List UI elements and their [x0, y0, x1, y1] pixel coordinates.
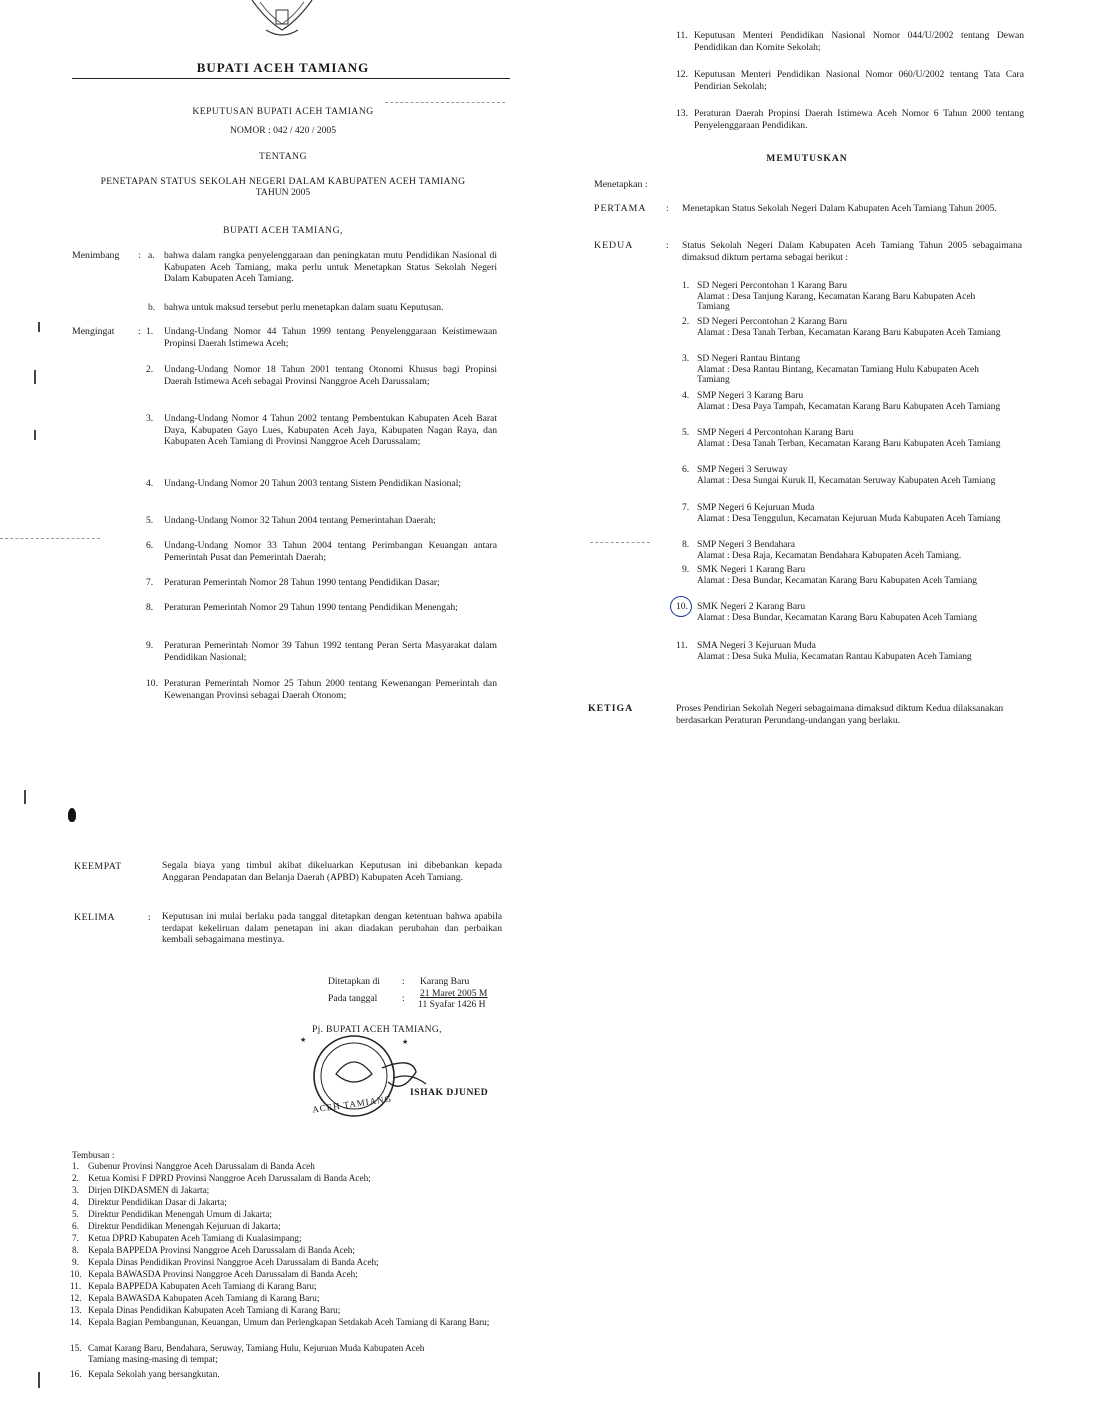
- mengingat-item: Peraturan Pemerintah Nomor 25 Tahun 2000 tentang Kewenangan Pemerintah dan Kewenangan Provinsi sebagai Daerah Otonom;: [164, 678, 497, 701]
- pertama-label: PERTAMA: [594, 203, 647, 214]
- tembusan-item: Direktur Pendidikan Menengah Kejuruan di Jakarta;: [88, 1221, 281, 1231]
- kelima-label: KELIMA: [74, 912, 116, 923]
- scan-mark: [34, 370, 36, 384]
- menimbang-item-a: bahwa dalam rangka penyelenggaraan dan peningkatan mutu Pendidikan Nasional di Kabupaten Aceh Tamiang, maka perlu untuk Menetapkan Status Sekolah Negeri Dalam Kabupaten Aceh Tamiang.: [164, 250, 497, 285]
- mengingat-num: 13.: [676, 108, 688, 119]
- mengingat-num: 10.: [146, 678, 158, 689]
- school-num: 2.: [682, 316, 690, 327]
- kedua-label: KEDUA: [594, 240, 634, 251]
- school-address: Alamat : Desa Raja, Kecamatan Bendahara Kabupaten Aceh Tamiang.: [697, 551, 962, 561]
- school-address: Alamat : Desa Sungai Kuruk II, Kecamatan Seruway Kabupaten Aceh Tamiang: [697, 476, 996, 486]
- mengingat-num: 9.: [146, 640, 154, 651]
- menetapkan-label: Menetapkan :: [594, 179, 648, 190]
- menimbang-item-b: bahwa untuk maksud tersebut perlu menetapkan dalam suatu Keputusan.: [164, 302, 444, 313]
- tembusan-num: 12.: [70, 1293, 82, 1303]
- tembusan-num: 8.: [72, 1245, 79, 1255]
- school-name: SMP Negeri 3 Seruway: [697, 464, 788, 475]
- tembusan-num: 2.: [72, 1173, 79, 1183]
- noise-dash: [590, 542, 650, 543]
- ditetapkan-label: Ditetapkan di: [328, 976, 380, 987]
- menimbang-colon: :: [138, 250, 141, 261]
- menimbang-num-b: b.: [148, 302, 156, 313]
- school-num: 7.: [682, 502, 690, 513]
- kelima-colon: :: [148, 912, 151, 923]
- tembusan-item: Kepala Bagian Pembangunan, Keuangan, Umum dan Perlengkapan Setdakab Aceh Tamiang di Karang Baru;: [88, 1317, 490, 1327]
- school-name: SMA Negeri 3 Kejuruan Muda: [697, 640, 816, 651]
- tembusan-item: Kepala Dinas Pendidikan Provinsi Nanggroe Aceh Darussalam di Banda Aceh;: [88, 1257, 379, 1267]
- tembusan-item: Dirjen DIKDASMEN di Jakarta;: [88, 1185, 210, 1195]
- school-address: Alamat : Desa Suka Mulia, Kecamatan Rantau Kabupaten Aceh Tamiang: [697, 652, 972, 662]
- school-name: SMK Negeri 2 Karang Baru: [697, 601, 806, 612]
- tembusan-item: Direktur Pendidikan Menengah Umum di Jakarta;: [88, 1209, 272, 1219]
- mengingat-item: Undang-Undang Nomor 18 Tahun 2001 tentang Otonomi Khusus bagi Propinsi Daerah Istimewa Aceh sebagai Provinsi Nanggroe Aceh Darussalam;: [164, 364, 497, 387]
- mengingat-item: Undang-Undang Nomor 32 Tahun 2004 tentang Pemerintahan Daerah;: [164, 515, 436, 526]
- tanggal-label: Pada tanggal: [328, 993, 378, 1004]
- tanggal-hijriah: 11 Syafar 1426 H: [418, 999, 486, 1010]
- tembusan-label: Tembusan :: [72, 1150, 115, 1160]
- tembusan-item: Kepala BAPPEDA Provinsi Nanggroe Aceh Darussalam di Banda Aceh;: [88, 1245, 355, 1255]
- mengingat-colon: :: [138, 326, 141, 337]
- kedua-text: Status Sekolah Negeri Dalam Kabupaten Aceh Tamiang Tahun 2005 sebagaimana dimaksud diktum pertama sebagai berikut :: [682, 240, 1022, 263]
- mengingat-num: 12.: [676, 69, 688, 80]
- school-name: SD Negeri Percontohan 2 Karang Baru: [697, 316, 847, 327]
- ketiga-text: Proses Pendirian Sekolah Negeri sebagaimana dimaksud diktum Kedua dilaksanakan berdasarkan Peraturan Perundang-undangan yang berlaku.: [676, 703, 1004, 726]
- tanggal-masehi: 21 Maret 2005 M: [420, 988, 488, 999]
- school-address: Alamat : Desa Tanah Terban, Kecamatan Karang Baru Kabupaten Aceh Tamiang: [697, 328, 1001, 338]
- tembusan-item: Kepala BAWASDA Provinsi Nanggroe Aceh Darussalam di Banda Aceh;: [88, 1269, 358, 1279]
- tembusan-num: 9.: [72, 1257, 79, 1267]
- tembusan-num: 1.: [72, 1161, 79, 1171]
- mengingat-item: Peraturan Pemerintah Nomor 28 Tahun 1990 tentang Pendidikan Dasar;: [164, 577, 440, 588]
- school-name: SMP Negeri 3 Bendahara: [697, 539, 795, 550]
- mengingat-item: Peraturan Pemerintah Nomor 29 Tahun 1990 tentang Pendidikan Menengah;: [164, 602, 458, 613]
- mengingat-num: 8.: [146, 602, 154, 613]
- tembusan-item: Ketua Komisi F DPRD Provinsi Nanggroe Aceh Darussalam di Banda Aceh;: [88, 1173, 371, 1183]
- issuer-heading: BUPATI ACEH TAMIANG,: [223, 225, 343, 236]
- kedua-colon: :: [666, 240, 669, 251]
- tembusan-item: Camat Karang Baru, Bendahara, Seruway, Tamiang Hulu, Kejuruan Muda Kabupaten Aceh Tamiang masing-masing di tempat;: [88, 1343, 425, 1365]
- pertama-colon: :: [666, 203, 669, 214]
- tanggal-colon: :: [402, 993, 405, 1004]
- mengingat-item: Keputusan Menteri Pendidikan Nasional Nomor 044/U/2002 tentang Dewan Pendidikan dan Komite Sekolah;: [694, 30, 1024, 53]
- school-num: 9.: [682, 564, 690, 575]
- header-title: BUPATI ACEH TAMIANG: [196, 60, 370, 75]
- school-num: 3.: [682, 353, 690, 364]
- school-address: Alamat : Desa Tenggulun, Kecamatan Kejuruan Muda Kabupaten Aceh Tamiang: [697, 514, 1001, 524]
- tembusan-item: Kepala BAPPEDA Kabupaten Aceh Tamiang di Karang Baru;: [88, 1281, 317, 1291]
- school-name: SMP Negeri 4 Percontohan Karang Baru: [697, 427, 854, 438]
- tembusan-num: 6.: [72, 1221, 79, 1231]
- mengingat-item: Undang-Undang Nomor 20 Tahun 2003 tentang Sistem Pendidikan Nasional;: [164, 478, 462, 489]
- ditetapkan-value: Karang Baru: [420, 976, 470, 987]
- tembusan-num: 4.: [72, 1197, 79, 1207]
- mengingat-item: Peraturan Pemerintah Nomor 39 Tahun 1992 tentang Peran Serta Masyarakat dalam Pendidikan Nasional;: [164, 640, 497, 663]
- keempat-text: Segala biaya yang timbul akibat dikeluarkan Keputusan ini dibebankan kepada Anggaran Pendapatan dan Belanja Daerah (APBD) Kabupaten Aceh Tamiang.: [162, 860, 502, 883]
- school-num: 6.: [682, 464, 690, 475]
- mengingat-num: 5.: [146, 515, 154, 526]
- school-address: Alamat : Desa Rantau Bintang, Kecamatan Tamiang Hulu Kabupaten Aceh Tamiang: [697, 365, 979, 385]
- mengingat-num: 11.: [676, 30, 688, 41]
- stamp-text: ACEH TAMIANG: [311, 1093, 393, 1115]
- school-name: SD Negeri Percontohan 1 Karang Baru: [697, 280, 847, 291]
- mengingat-item: Undang-Undang Nomor 33 Tahun 2004 tentang Perimbangan Keuangan antara Pemerintah Pusat dan Pemerintah Daerah;: [164, 540, 497, 563]
- school-name: SD Negeri Rantau Bintang: [697, 353, 801, 364]
- header-rule: [72, 78, 510, 79]
- tembusan-num: 5.: [72, 1209, 79, 1219]
- mengingat-num: 1.: [146, 326, 154, 337]
- scan-mark: [34, 430, 36, 440]
- mengingat-item: Peraturan Daerah Propinsi Daerah Istimewa Aceh Nomor 6 Tahun 2000 tentang Penyelenggaraan Pendidikan.: [694, 108, 1024, 131]
- mengingat-item: Keputusan Menteri Pendidikan Nasional Nomor 060/U/2002 tentang Tata Cara Pendirian Sekolah;: [694, 69, 1024, 92]
- mengingat-label: Mengingat: [72, 326, 115, 337]
- school-num: 5.: [682, 427, 690, 438]
- school-name: SMP Negeri 6 Kejuruan Muda: [697, 502, 815, 513]
- noise-dash: [385, 102, 505, 103]
- tembusan-num: 15.: [70, 1343, 82, 1353]
- tembusan-num: 13.: [70, 1305, 82, 1315]
- garuda-emblem-icon: [246, 0, 318, 38]
- school-address: Alamat : Desa Paya Tampah, Kecamatan Karang Baru Kabupaten Aceh Tamiang: [697, 402, 1001, 412]
- tembusan-num: 3.: [72, 1185, 79, 1195]
- kelima-text: Keputusan ini mulai berlaku pada tanggal ditetapkan dengan ketentuan bahwa apabila terdapat kekeliruan dalam penetapan ini akan diadakan perubahan dan perbaikan kembali sebagaimana mestinya.: [162, 911, 502, 946]
- decree-number: NOMOR : 042 / 420 / 2005: [229, 125, 337, 136]
- decree-title: KEPUTUSAN BUPATI ACEH TAMIANG: [192, 106, 374, 117]
- tembusan-num: 16.: [70, 1369, 82, 1379]
- school-num: 1.: [682, 280, 690, 291]
- ink-blot-icon: [68, 808, 76, 822]
- school-address: Alamat : Desa Tanjung Karang, Kecamatan Karang Baru Kabupaten Aceh Tamiang: [697, 292, 976, 312]
- mengingat-num: 6.: [146, 540, 154, 551]
- pertama-text: Menetapkan Status Sekolah Negeri Dalam Kabupaten Aceh Tamiang Tahun 2005.: [682, 203, 997, 214]
- about-heading: TENTANG: [258, 151, 308, 162]
- menimbang-num-a: a.: [148, 250, 155, 261]
- school-num: 10.: [676, 601, 688, 612]
- noise-dash: [0, 538, 100, 539]
- tembusan-num: 10.: [70, 1269, 82, 1279]
- tembusan-item: Direktur Pendidikan Dasar di Jakarta;: [88, 1197, 227, 1207]
- signatory-title: Pj. BUPATI ACEH TAMIANG,: [312, 1024, 442, 1035]
- mengingat-num: 3.: [146, 413, 154, 424]
- svg-text:★: ★: [402, 1038, 409, 1046]
- school-address: Alamat : Desa Tanah Terban, Kecamatan Karang Baru Kabupaten Aceh Tamiang: [697, 439, 1001, 449]
- tembusan-item: Kepala BAWASDA Kabupaten Aceh Tamiang di Karang Baru;: [88, 1293, 320, 1303]
- tembusan-item: Ketua DPRD Kabupaten Aceh Tamiang di Kualasimpang;: [88, 1233, 302, 1243]
- tembusan-num: 14.: [70, 1317, 82, 1327]
- school-address: Alamat : Desa Bundar, Kecamatan Karang Baru Kabupaten Aceh Tamiang: [697, 576, 977, 586]
- mengingat-num: 4.: [146, 478, 154, 489]
- school-name: SMK Negeri 1 Karang Baru: [697, 564, 806, 575]
- mengingat-item: Undang-Undang Nomor 4 Tahun 2002 tentang Pembentukan Kabupaten Aceh Barat Daya, Kabupaten Gayo Lues, Kabupaten Aceh Jaya, Kabupaten Nagan Raya, dan Kabupaten Aceh Tamiang di Provinsi Nanggroe Aceh Darussalam;: [164, 413, 497, 448]
- mengingat-item: Undang-Undang Nomor 44 Tahun 1999 tentang Penyelenggaraan Keistimewaan Propinsi Daerah Istimewa Aceh;: [164, 326, 497, 349]
- scan-mark: [24, 790, 26, 804]
- school-name: SMP Negeri 3 Karang Baru: [697, 390, 804, 401]
- ditetapkan-colon: :: [402, 976, 405, 987]
- subject-line-1: PENETAPAN STATUS SEKOLAH NEGERI DALAM KABUPATEN ACEH TAMIANG: [100, 176, 466, 187]
- ketiga-label: KETIGA: [588, 703, 634, 714]
- svg-text:★: ★: [300, 1036, 307, 1044]
- tembusan-num: 7.: [72, 1233, 79, 1243]
- tembusan-item: Kepala Dinas Pendidikan Kabupaten Aceh Tamiang di Karang Baru;: [88, 1305, 341, 1315]
- school-address: Alamat : Desa Bundar, Kecamatan Karang Baru Kabupaten Aceh Tamiang: [697, 613, 977, 623]
- signatory-name: ISHAK DJUNED: [410, 1087, 489, 1098]
- tembusan-item: Gubenur Provinsi Nanggroe Aceh Darussalam di Banda Aceh: [88, 1161, 315, 1171]
- memutuskan-heading: MEMUTUSKAN: [766, 153, 848, 164]
- keempat-label: KEEMPAT: [74, 861, 122, 872]
- scan-mark: [38, 322, 40, 332]
- mengingat-num: 2.: [146, 364, 154, 375]
- mengingat-num: 7.: [146, 577, 154, 588]
- school-num: 4.: [682, 390, 690, 401]
- tembusan-num: 11.: [70, 1281, 82, 1291]
- school-num: 8.: [682, 539, 690, 550]
- tembusan-item: Kepala Sekolah yang bersangkutan.: [88, 1369, 220, 1379]
- school-num: 11.: [676, 640, 688, 651]
- subject-line-2: TAHUN 2005: [255, 187, 311, 198]
- scan-mark: [38, 1372, 40, 1388]
- menimbang-label: Menimbang: [72, 250, 120, 261]
